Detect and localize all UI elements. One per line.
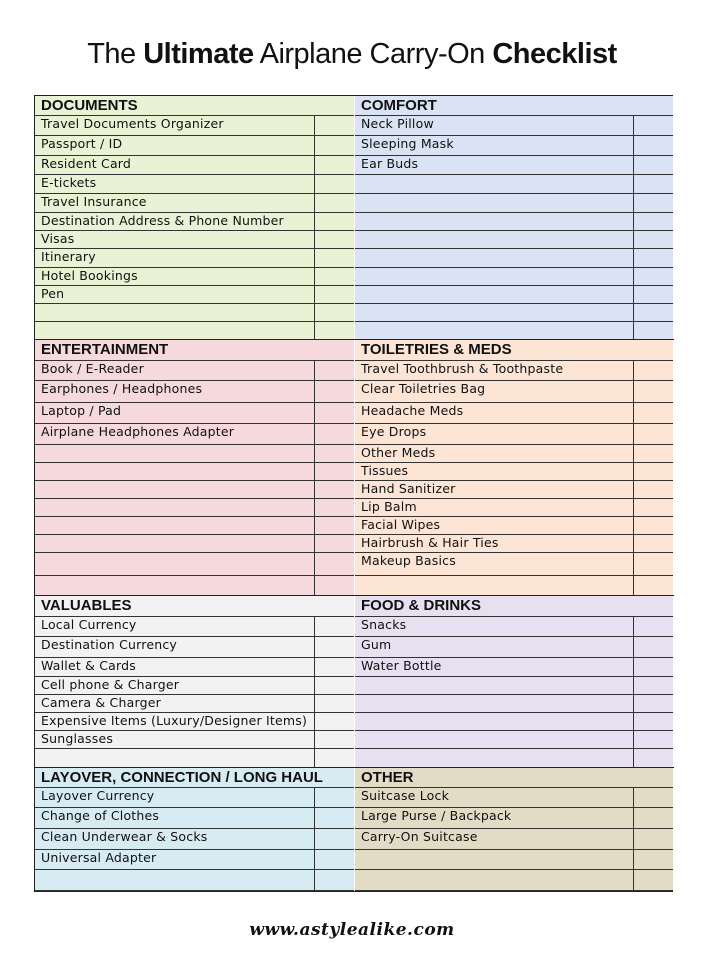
item-cell bbox=[355, 249, 633, 267]
item-label: Layover Currency bbox=[41, 788, 155, 803]
checklist-row bbox=[35, 829, 354, 850]
checklist-row bbox=[35, 731, 354, 749]
check-box[interactable] bbox=[633, 850, 673, 869]
check-box[interactable] bbox=[633, 658, 673, 676]
checklist-row bbox=[35, 231, 354, 249]
item-cell bbox=[35, 517, 314, 534]
checklist-row bbox=[355, 213, 673, 231]
checklist-row bbox=[355, 731, 673, 749]
section-heading: DOCUMENTS bbox=[41, 97, 138, 114]
checklist-row bbox=[35, 268, 354, 286]
checklist-row bbox=[35, 788, 354, 808]
checklist-row bbox=[355, 463, 673, 481]
item-label: Earphones / Headphones bbox=[41, 381, 203, 396]
item-label: Camera & Charger bbox=[41, 695, 161, 710]
item-label: Travel Documents Organizer bbox=[41, 116, 224, 131]
check-box[interactable] bbox=[314, 617, 354, 636]
item-label: Makeup Basics bbox=[361, 553, 456, 568]
check-box[interactable] bbox=[633, 304, 673, 321]
check-box[interactable] bbox=[633, 617, 673, 636]
checklist-grid bbox=[34, 95, 673, 892]
title-middle: Airplane Carry-On bbox=[253, 38, 493, 70]
item-label: Other Meds bbox=[361, 445, 436, 460]
checklist-row bbox=[35, 445, 354, 463]
checklist-row bbox=[355, 304, 673, 322]
item-label: Travel Toothbrush & Toothpaste bbox=[361, 361, 564, 376]
item-label: Clear Toiletries Bag bbox=[361, 381, 486, 396]
item-cell bbox=[35, 304, 314, 321]
checklist-row bbox=[355, 424, 673, 445]
item-cell bbox=[355, 231, 633, 248]
item-cell bbox=[355, 213, 633, 230]
item-cell bbox=[35, 286, 314, 303]
check-box[interactable] bbox=[314, 381, 354, 402]
checklist-row bbox=[355, 808, 673, 829]
check-box[interactable] bbox=[633, 576, 673, 597]
item-cell bbox=[35, 231, 314, 248]
check-box[interactable] bbox=[314, 731, 354, 748]
page-title bbox=[0, 38, 704, 71]
check-box[interactable] bbox=[633, 175, 673, 193]
item-label: Destination Address & Phone Number bbox=[41, 213, 284, 228]
checklist-row bbox=[35, 749, 354, 768]
item-label: Suitcase Lock bbox=[361, 788, 450, 803]
section-header-toiletries bbox=[355, 340, 673, 361]
checklist-row bbox=[35, 481, 354, 499]
check-box[interactable] bbox=[633, 553, 673, 575]
check-box[interactable] bbox=[314, 749, 354, 767]
checklist-row bbox=[355, 870, 673, 891]
item-label: Destination Currency bbox=[41, 637, 178, 652]
item-label: Gum bbox=[361, 637, 392, 652]
item-cell bbox=[35, 463, 314, 480]
checklist-row bbox=[355, 829, 673, 850]
item-label: Expensive Items (Luxury/Designer Items) bbox=[41, 713, 308, 728]
section-divider bbox=[35, 767, 674, 768]
check-box[interactable] bbox=[314, 576, 354, 597]
checklist-row bbox=[355, 322, 673, 340]
check-box[interactable] bbox=[314, 403, 354, 423]
item-label: Book / E-Reader bbox=[41, 361, 144, 376]
check-box[interactable] bbox=[633, 713, 673, 730]
section-header-layover bbox=[35, 768, 354, 788]
item-label: Universal Adapter bbox=[41, 850, 157, 865]
check-box[interactable] bbox=[314, 424, 354, 444]
item-cell bbox=[35, 749, 314, 767]
item-label: Ear Buds bbox=[361, 156, 419, 171]
item-cell bbox=[35, 870, 314, 890]
item-label: Change of Clothes bbox=[41, 808, 160, 823]
checklist-row bbox=[355, 617, 673, 637]
checklist-row bbox=[35, 322, 354, 340]
check-box[interactable] bbox=[633, 381, 673, 402]
check-box[interactable] bbox=[633, 424, 673, 444]
item-cell bbox=[35, 445, 314, 462]
checklist-row bbox=[355, 156, 673, 175]
checklist-row bbox=[35, 424, 354, 445]
check-box[interactable] bbox=[633, 870, 673, 890]
item-cell bbox=[355, 695, 633, 712]
checklist-row bbox=[355, 116, 673, 136]
check-box[interactable] bbox=[314, 175, 354, 193]
check-box[interactable] bbox=[314, 870, 354, 890]
section-header-food bbox=[355, 596, 673, 617]
check-box[interactable] bbox=[314, 637, 354, 657]
checklist-row bbox=[355, 677, 673, 695]
checklist-row bbox=[35, 286, 354, 304]
item-label: Travel Insurance bbox=[41, 194, 147, 209]
check-box[interactable] bbox=[633, 322, 673, 339]
section-header-valuables bbox=[35, 596, 354, 617]
item-cell bbox=[355, 194, 633, 212]
section-heading: FOOD & DRINKS bbox=[361, 597, 481, 614]
check-box[interactable] bbox=[314, 713, 354, 730]
check-box[interactable] bbox=[314, 517, 354, 534]
item-cell bbox=[355, 731, 633, 748]
item-label: Water Bottle bbox=[361, 658, 442, 673]
checklist-row bbox=[35, 175, 354, 194]
item-label: Hand Sanitizer bbox=[361, 481, 456, 496]
check-box[interactable] bbox=[633, 249, 673, 267]
check-box[interactable] bbox=[633, 829, 673, 849]
item-label: Headache Meds bbox=[361, 403, 464, 418]
checklist-row bbox=[35, 249, 354, 268]
checklist-row bbox=[355, 637, 673, 658]
checklist-row bbox=[35, 156, 354, 175]
check-box[interactable] bbox=[314, 304, 354, 321]
check-box[interactable] bbox=[314, 553, 354, 575]
item-cell bbox=[355, 637, 633, 657]
item-cell bbox=[35, 553, 314, 575]
checklist-row bbox=[355, 445, 673, 463]
item-cell bbox=[355, 175, 633, 193]
check-box[interactable] bbox=[633, 463, 673, 480]
checklist-row bbox=[35, 808, 354, 829]
checklist-row bbox=[355, 175, 673, 194]
checklist-row bbox=[35, 617, 354, 637]
check-box[interactable] bbox=[314, 286, 354, 303]
checklist-row bbox=[35, 136, 354, 156]
checklist-row bbox=[355, 403, 673, 424]
check-box[interactable] bbox=[633, 677, 673, 694]
checklist-row bbox=[35, 713, 354, 731]
check-box[interactable] bbox=[314, 499, 354, 516]
checklist-row bbox=[35, 116, 354, 136]
item-label: Neck Pillow bbox=[361, 116, 434, 131]
check-box[interactable] bbox=[314, 481, 354, 498]
section-heading: TOILETRIES & MEDS bbox=[361, 341, 512, 358]
check-box[interactable] bbox=[633, 788, 673, 807]
checklist-row bbox=[355, 194, 673, 213]
item-label: Laptop / Pad bbox=[41, 403, 122, 418]
checklist-row bbox=[35, 194, 354, 213]
item-label: Lip Balm bbox=[361, 499, 417, 514]
check-box[interactable] bbox=[314, 136, 354, 155]
check-box[interactable] bbox=[314, 249, 354, 267]
item-label: Carry-On Suitcase bbox=[361, 829, 478, 844]
section-heading: VALUABLES bbox=[41, 597, 132, 614]
checklist-row bbox=[355, 136, 673, 156]
check-box[interactable] bbox=[633, 116, 673, 135]
check-box[interactable] bbox=[633, 213, 673, 230]
section-divider bbox=[35, 595, 674, 596]
check-box[interactable] bbox=[633, 403, 673, 423]
check-box[interactable] bbox=[633, 286, 673, 303]
item-cell bbox=[35, 576, 314, 597]
check-box[interactable] bbox=[314, 322, 354, 339]
check-box[interactable] bbox=[314, 535, 354, 552]
check-box[interactable] bbox=[633, 361, 673, 380]
checklist-row bbox=[35, 677, 354, 695]
item-label: Passport / ID bbox=[41, 136, 123, 151]
check-box[interactable] bbox=[314, 156, 354, 174]
item-label: Clean Underwear & Socks bbox=[41, 829, 208, 844]
checklist-row bbox=[35, 463, 354, 481]
checklist-row bbox=[35, 499, 354, 517]
item-label: Resident Card bbox=[41, 156, 132, 171]
checklist-row bbox=[35, 658, 354, 677]
checklist-row bbox=[355, 788, 673, 808]
item-cell bbox=[35, 322, 314, 339]
section-heading: ENTERTAINMENT bbox=[41, 341, 169, 358]
checklist-row bbox=[35, 535, 354, 553]
check-box[interactable] bbox=[633, 231, 673, 248]
check-box[interactable] bbox=[633, 637, 673, 657]
checklist-row bbox=[355, 361, 673, 381]
checklist-row bbox=[355, 658, 673, 677]
check-box[interactable] bbox=[633, 268, 673, 285]
item-label: Hairbrush & Hair Ties bbox=[361, 535, 499, 550]
checklist-row bbox=[355, 481, 673, 499]
item-cell bbox=[35, 499, 314, 516]
item-cell bbox=[355, 304, 633, 321]
check-box[interactable] bbox=[633, 445, 673, 462]
item-label: Eye Drops bbox=[361, 424, 427, 439]
section-heading: OTHER bbox=[361, 769, 414, 786]
item-label: Cell phone & Charger bbox=[41, 677, 180, 692]
footer-website: www.astylealike.com bbox=[249, 920, 455, 940]
check-box[interactable] bbox=[633, 535, 673, 552]
checklist-row bbox=[355, 535, 673, 553]
item-cell bbox=[355, 576, 633, 597]
check-box[interactable] bbox=[314, 677, 354, 694]
item-label: Sleeping Mask bbox=[361, 136, 454, 151]
checklist-row bbox=[355, 268, 673, 286]
section-heading: LAYOVER, CONNECTION / LONG HAUL bbox=[41, 769, 323, 786]
checklist-row bbox=[355, 381, 673, 403]
section-header-comfort bbox=[355, 96, 673, 116]
check-box[interactable] bbox=[314, 850, 354, 869]
check-box[interactable] bbox=[633, 808, 673, 828]
check-box[interactable] bbox=[314, 268, 354, 285]
check-box[interactable] bbox=[314, 829, 354, 849]
title-bold-ultimate: Ultimate bbox=[143, 38, 254, 70]
checklist-row bbox=[35, 213, 354, 231]
checklist-row bbox=[35, 517, 354, 535]
check-box[interactable] bbox=[633, 194, 673, 212]
checklist-row bbox=[355, 695, 673, 713]
check-box[interactable] bbox=[633, 749, 673, 767]
item-label: Hotel Bookings bbox=[41, 268, 138, 283]
item-cell bbox=[355, 850, 633, 869]
item-label: Visas bbox=[41, 231, 75, 246]
item-label: Local Currency bbox=[41, 617, 137, 632]
item-cell bbox=[35, 535, 314, 552]
check-box[interactable] bbox=[314, 658, 354, 676]
checklist-row bbox=[35, 381, 354, 403]
title-bold-checklist: Checklist bbox=[492, 38, 617, 70]
checklist-row bbox=[355, 499, 673, 517]
checklist-row bbox=[35, 850, 354, 870]
item-label: Wallet & Cards bbox=[41, 658, 137, 673]
checklist-row bbox=[355, 231, 673, 249]
checklist-row bbox=[35, 553, 354, 576]
section-heading: COMFORT bbox=[361, 97, 437, 114]
checklist-row bbox=[35, 637, 354, 658]
checklist-row bbox=[35, 695, 354, 713]
checklist-row bbox=[355, 553, 673, 576]
check-box[interactable] bbox=[314, 213, 354, 230]
check-box[interactable] bbox=[633, 517, 673, 534]
check-box[interactable] bbox=[633, 499, 673, 516]
item-label: Tissues bbox=[361, 463, 409, 478]
checklist-row bbox=[35, 870, 354, 891]
check-box[interactable] bbox=[314, 695, 354, 712]
title-prefix: The bbox=[87, 38, 144, 70]
check-box[interactable] bbox=[633, 156, 673, 174]
item-cell bbox=[355, 677, 633, 694]
check-box[interactable] bbox=[314, 194, 354, 212]
checklist-row bbox=[35, 361, 354, 381]
check-box[interactable] bbox=[633, 481, 673, 498]
item-cell bbox=[355, 749, 633, 767]
check-box[interactable] bbox=[314, 116, 354, 135]
item-cell bbox=[355, 870, 633, 890]
check-box[interactable] bbox=[314, 808, 354, 828]
item-label: Large Purse / Backpack bbox=[361, 808, 512, 823]
check-box[interactable] bbox=[633, 731, 673, 748]
checklist-row bbox=[355, 749, 673, 768]
check-box[interactable] bbox=[314, 788, 354, 807]
item-cell bbox=[355, 286, 633, 303]
checklist-row bbox=[35, 304, 354, 322]
section-header-documents bbox=[35, 96, 354, 116]
item-cell bbox=[355, 322, 633, 339]
item-cell bbox=[35, 481, 314, 498]
checklist-row bbox=[355, 850, 673, 870]
item-cell bbox=[355, 268, 633, 285]
item-label: Itinerary bbox=[41, 249, 96, 264]
check-box[interactable] bbox=[314, 463, 354, 480]
item-label: Airplane Headphones Adapter bbox=[41, 424, 235, 439]
checklist-row bbox=[355, 517, 673, 535]
item-label: Snacks bbox=[361, 617, 407, 632]
item-cell bbox=[355, 713, 633, 730]
check-box[interactable] bbox=[633, 695, 673, 712]
item-label: Pen bbox=[41, 286, 65, 301]
item-label: Facial Wipes bbox=[361, 517, 441, 532]
item-label: E-tickets bbox=[41, 175, 97, 190]
section-header-other bbox=[355, 768, 673, 788]
checklist-row bbox=[355, 286, 673, 304]
section-divider bbox=[35, 339, 674, 340]
check-box[interactable] bbox=[314, 361, 354, 380]
check-box[interactable] bbox=[314, 445, 354, 462]
check-box[interactable] bbox=[314, 231, 354, 248]
check-box[interactable] bbox=[633, 136, 673, 155]
section-header-entertainment bbox=[35, 340, 354, 361]
checklist-row bbox=[35, 403, 354, 424]
checklist-row bbox=[355, 713, 673, 731]
checklist-row bbox=[355, 249, 673, 268]
item-label: Sunglasses bbox=[41, 731, 114, 746]
